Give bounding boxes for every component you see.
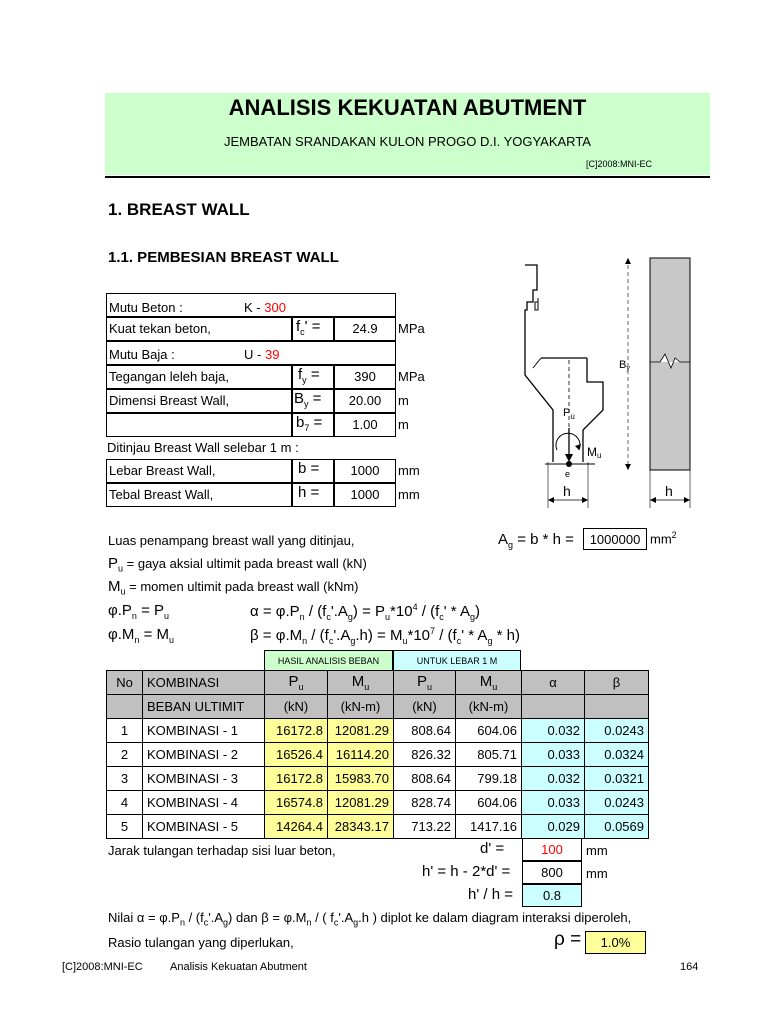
moment-arc: [556, 433, 580, 450]
b-value: 1000: [334, 459, 396, 483]
load-point: [566, 461, 572, 467]
dim-arrow-icon: [582, 497, 588, 503]
section-heading: 1. BREAST WALL: [108, 200, 250, 219]
h-value: 1000: [334, 483, 396, 507]
luas-text: Luas penampang breast wall yang ditinjau,: [108, 533, 355, 548]
phi-pn-eq: $\varphi.P_n = P_u$: [108, 602, 170, 621]
diagram-h2-label: h: [665, 483, 673, 499]
dim-arrow-icon: [650, 497, 656, 503]
b7-symbol: $b_7$ =: [296, 414, 323, 433]
page-number: 164: [680, 961, 699, 973]
table-row: 2 KOMBINASI - 2 16526.4 16114.20 826.32 805.71 0.033 0.0324: [107, 743, 649, 767]
dim-arrow-icon: [548, 497, 554, 503]
beta-formula: $\beta = \varphi.M_n / (f_c'.A_g.h) = M_u*10^7 / (f_c' * A_g * h)$: [250, 626, 520, 646]
unit-kn: (kN): [265, 695, 328, 719]
hp-value: 800: [522, 861, 582, 884]
rho-value: 1.0%: [585, 931, 646, 954]
phi-mn-eq: $\varphi.M_n = M_u$: [108, 626, 175, 645]
b7-value: 1.00: [334, 413, 396, 437]
pu-arrowhead-icon: [565, 454, 573, 462]
by-unit: m: [398, 393, 409, 408]
ditinjau-text: Ditinjau Breast Wall selebar 1 m :: [107, 440, 299, 455]
table-header-row: [107, 671, 649, 695]
hp-unit: mm: [586, 866, 608, 881]
mutu-baja-value: 39: [264, 347, 280, 362]
alpha-formula: $\alpha = \varphi.P_n / (f_c'.A_g) = P_u*10^4 / (f_c' * A_g)$: [250, 602, 480, 622]
tag-hasil-analisis: HASIL ANALISIS BEBAN: [264, 650, 393, 670]
col-alpha: α: [522, 671, 585, 695]
fc-symbol: $f_c'$ =: [296, 318, 321, 337]
table-unit-row: [107, 695, 649, 719]
dim-arrow-icon: [684, 497, 690, 503]
hp-label: h' = h - 2*d' =: [422, 863, 511, 880]
fy-unit: MPa: [398, 369, 425, 384]
diagram-pu-label: $P_u$: [563, 407, 575, 421]
mutu-beton-value: 300: [264, 300, 286, 315]
b-unit: mm: [398, 463, 420, 478]
ag-value: 1000000: [583, 528, 647, 550]
col-mu1: $M_u$: [456, 671, 522, 695]
b-label: Lebar Breast Wall,: [109, 463, 216, 478]
mutu-beton-k: K - 300: [244, 300, 286, 315]
ag-formula: $A_g = b * h$ =: [498, 531, 574, 550]
h-unit: mm: [398, 487, 420, 502]
footer-title: Analisis Kekuatan Abutment: [170, 961, 307, 973]
header-copyright: [C]2008:MNI-EC: [586, 159, 653, 169]
abutment-outline-left: [525, 265, 553, 462]
mutu-baja-label: Mutu Baja :: [109, 347, 175, 362]
fc-unit: MPa: [398, 321, 425, 336]
table-row: 1 KOMBINASI - 1 16172.8 12081.29 808.64 604.06 0.032 0.0243: [107, 719, 649, 743]
fy-value: 390: [334, 365, 396, 389]
col-beban-ultimit: BEBAN ULTIMIT: [143, 695, 265, 719]
h-symbol: h =: [298, 484, 320, 501]
fy-symbol: $f_y$ =: [298, 366, 320, 385]
by-label: Dimensi Breast Wall,: [109, 393, 230, 408]
subsection-heading: 1.1. PEMBESIAN BREAST WALL: [108, 249, 339, 266]
table-row: 3 KOMBINASI - 3 16172.8 15983.70 808.64 799.18 0.032 0.0321: [107, 767, 649, 791]
by-value: 20.00: [334, 389, 396, 413]
col-kombinasi: KOMBINASI: [143, 671, 265, 695]
pu-definition: $P_u$ = gaya aksial ultimit pada breast wall (kN): [108, 555, 367, 574]
page-subtitle: JEMBATAN SRANDAKAN KULON PROGO D.I. YOGYAKARTA: [224, 134, 591, 149]
unit-knm: (kN-m): [456, 695, 522, 719]
col-mu: $M_u$: [328, 671, 394, 695]
abutment-diagram: [505, 250, 705, 515]
dim-arrow-icon: [625, 464, 631, 470]
header-divider: [105, 176, 710, 178]
col-beta: β: [585, 671, 649, 695]
diagram-h1-label: h: [563, 483, 571, 499]
rho-label: ρ =: [554, 929, 582, 950]
col-pu1: $P_u$: [394, 671, 456, 695]
abutment-chamfer: [533, 358, 541, 368]
d-value: 100: [522, 838, 582, 861]
abutment-notch: [535, 298, 538, 310]
col-no: No: [107, 671, 143, 695]
table-row: 4 KOMBINASI - 4 16574.8 12081.29 828.74 604.06 0.033 0.0243: [107, 791, 649, 815]
col-pu: $P_u$: [265, 671, 328, 695]
hh-label: h' / h =: [468, 886, 513, 903]
unit-knm: (kN-m): [328, 695, 394, 719]
h-label: Tebal Breast Wall,: [109, 487, 214, 502]
footer-copyright: [C]2008:MNI-EC: [62, 961, 143, 973]
diagram-mu-label: Mu: [587, 445, 602, 460]
hh-value: 0.8: [522, 884, 582, 907]
mu-definition: $M_u$ = momen ultimit pada breast wall (kNm): [108, 578, 359, 597]
results-table: [106, 670, 649, 839]
mutu-beton-label: Mutu Beton :: [109, 300, 183, 315]
fc-value: 24.9: [334, 317, 396, 341]
rasio-text: Rasio tulangan yang diperlukan,: [108, 935, 294, 950]
dim-arrow-icon: [625, 258, 631, 264]
ag-unit: $mm^2$: [650, 530, 677, 547]
jarak-text: Jarak tulangan terhadap sisi luar beton,: [108, 843, 336, 858]
b7-unit: m: [398, 417, 409, 432]
d-unit: mm: [586, 843, 608, 858]
tag-untuk-lebar: UNTUK LEBAR 1 M: [393, 650, 521, 670]
unit-kn: (kN): [394, 695, 456, 719]
table-row: 5 KOMBINASI - 5 14264.4 28343.17 713.22 1417.16 0.029 0.0569: [107, 815, 649, 839]
d-label: d' =: [480, 840, 505, 857]
mutu-baja-u: U - 39: [244, 347, 280, 362]
fc-label: Kuat tekan beton,: [109, 321, 211, 336]
diagram-by-label: By: [619, 359, 630, 372]
nilai-text: Nilai $\alpha = \varphi.P_n / (f_c'.A_g)$ dan $\beta = \varphi.M_n$ / ( $f_c'.A_g.h$ ) diplot ke dalam diagram interaksi diperoleh,: [108, 910, 632, 928]
diagram-e-label: e: [565, 469, 571, 479]
page-title: ANALISIS KEKUATAN ABUTMENT: [228, 95, 587, 120]
b-symbol: b =: [298, 460, 320, 477]
by-symbol: $B_y$ =: [294, 390, 322, 409]
fy-label: Tegangan leleh baja,: [109, 369, 229, 384]
